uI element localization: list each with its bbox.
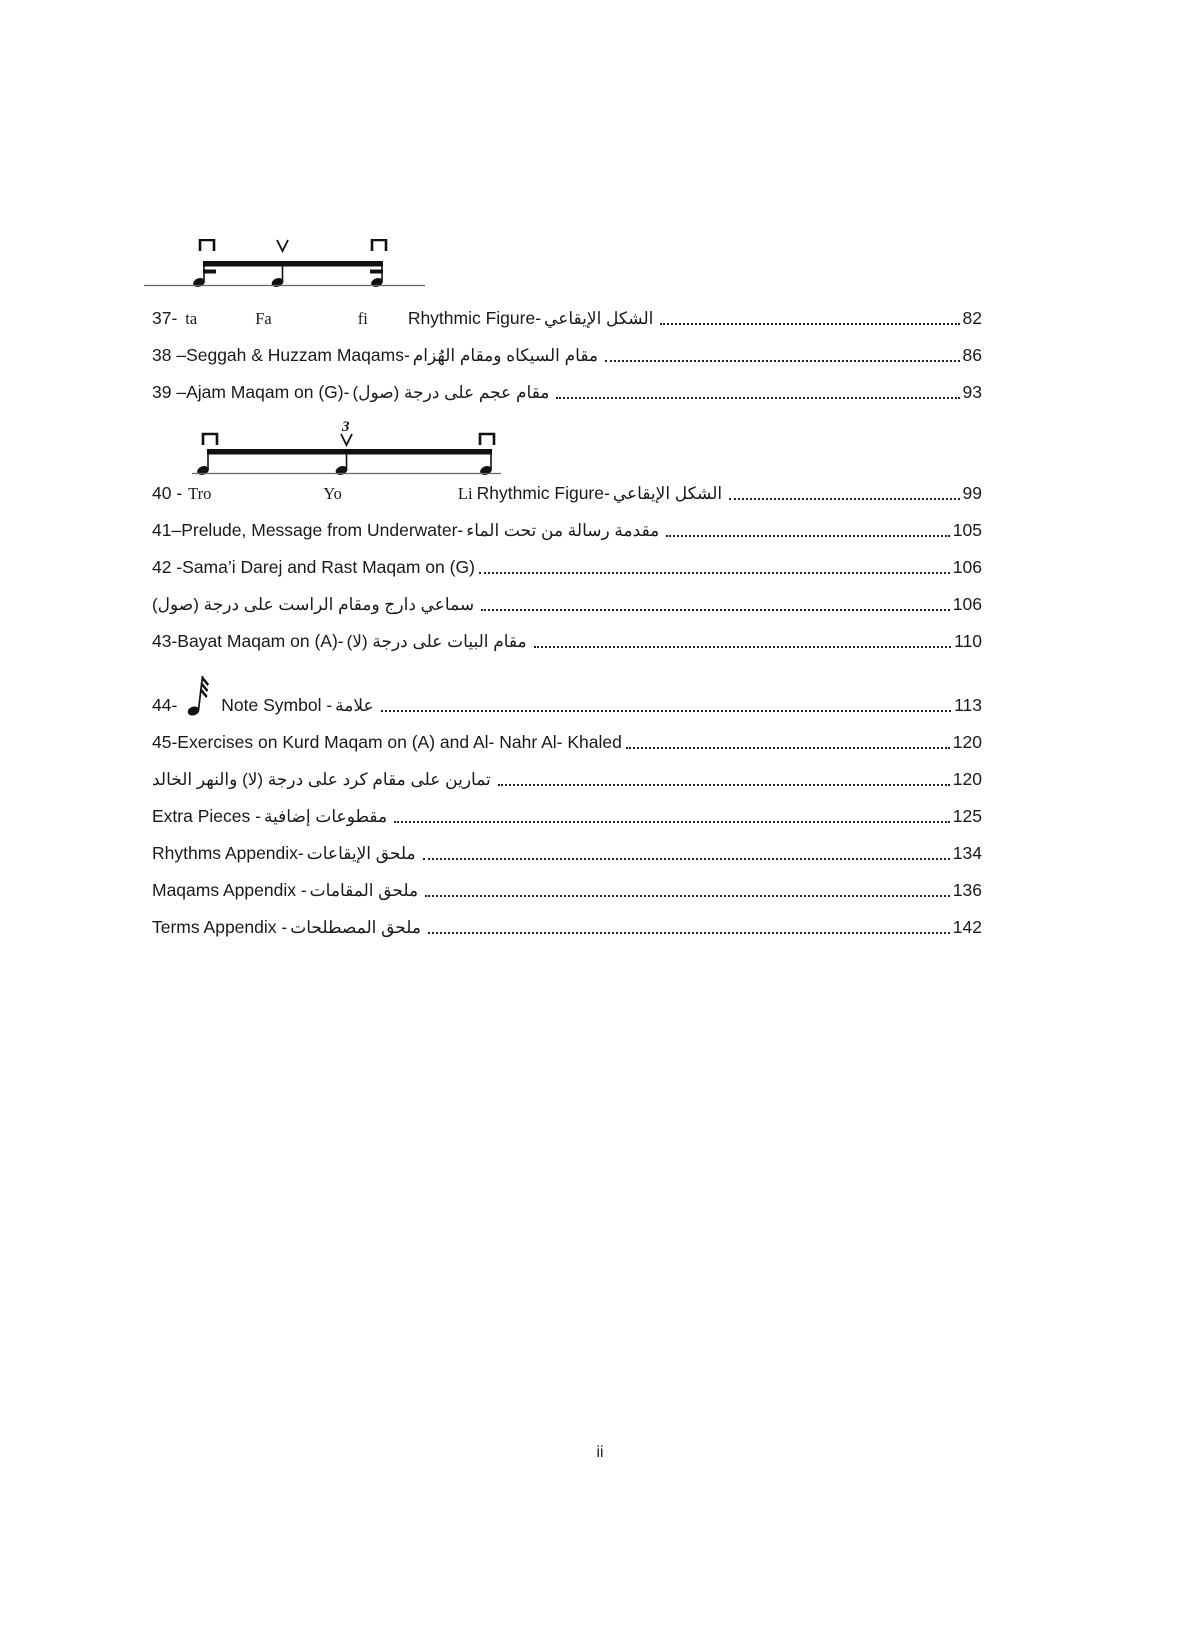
dot-leader <box>660 323 959 325</box>
dot-leader <box>666 535 950 537</box>
dot-leader <box>534 646 951 648</box>
toc-entry-extra-pieces <box>152 804 982 828</box>
entry-title-arabic: مقدمة رسالة من تحت الماء <box>466 521 660 540</box>
entry-title-arabic: مقام عجم على درجة (صول) <box>352 383 550 402</box>
dot-leader <box>605 360 960 362</box>
rhythmic-figure-2-notation <box>192 418 502 476</box>
dot-leader <box>394 821 950 823</box>
toc-entry-37 <box>152 306 982 330</box>
entry-page-number: 134 <box>952 843 982 863</box>
entry-title-arabic: تمارين على مقام كرد على درجة (لا) والنهر الخالد <box>152 770 491 789</box>
entry-title: Bayat Maqam on (A)- <box>177 631 344 651</box>
entry-page-number: 125 <box>952 806 982 826</box>
entry-page-number: 120 <box>952 732 982 752</box>
dot-leader <box>626 747 950 749</box>
entry-title: Ajam Maqam on (G)- <box>186 382 350 402</box>
toc-entry-43 <box>152 629 982 653</box>
entry-number: 37- <box>152 308 178 328</box>
entry-title-arabic: مقام السيكاه ومقام الهُزام <box>412 346 599 365</box>
entry-number: 39 – <box>152 382 187 402</box>
entry-number: 44- <box>152 695 178 715</box>
entry-title-arabic: مقطوعات إضافية <box>263 807 388 826</box>
entry-page-number: 93 <box>962 382 982 402</box>
syllable-label: Fa <box>255 309 272 328</box>
entry-page-number: 120 <box>952 769 982 789</box>
toc-entry-terms-appendix <box>152 915 982 939</box>
entry-number: 40 - <box>152 483 183 503</box>
entry-title: Prelude, Message from Underwater- <box>181 520 464 540</box>
entry-page-number: 82 <box>962 308 982 328</box>
entry-title-arabic: ملحق الإيقاعات <box>306 844 416 863</box>
toc-entry-38 <box>152 343 982 367</box>
entry-page-number: 142 <box>952 917 982 937</box>
toc-entry-41 <box>152 518 982 542</box>
entry-page-number: 136 <box>952 880 982 900</box>
syllable-label: Li <box>457 484 473 503</box>
entry-title-arabic: مقام البيات على درجة (لا) <box>346 632 527 651</box>
entry-title-arabic: ملحق المقامات <box>309 881 419 900</box>
dot-leader <box>729 498 959 500</box>
entry-title-arabic: ملحق المصطلحات <box>290 918 422 937</box>
entry-title: Rhythms Appendix- <box>152 843 304 863</box>
down-bow-icon <box>480 434 494 445</box>
down-bow-icon <box>200 240 214 251</box>
entry-title: Sama’i Darej and Rast Maqam on (G) <box>182 557 475 577</box>
entry-page-number: 105 <box>952 520 982 540</box>
entry-number: 43- <box>152 631 178 651</box>
entry-page-number: 106 <box>952 557 982 577</box>
syllable-label: fi <box>357 309 368 328</box>
entry-page-number: 99 <box>962 483 982 503</box>
dot-leader <box>498 784 950 786</box>
dot-leader <box>479 572 950 574</box>
dot-leader <box>428 932 950 934</box>
entry-number: 42 - <box>152 557 183 577</box>
partial-beam <box>370 270 383 274</box>
rhythmic-figure-1-notation <box>144 239 426 289</box>
toc-content <box>152 0 982 952</box>
entry-page-number: 113 <box>954 695 982 715</box>
down-bow-icon <box>203 434 217 445</box>
entry-page-number: 110 <box>954 631 982 651</box>
entry-page-number: 86 <box>962 345 982 365</box>
syllable-label: Yo <box>323 484 342 503</box>
tuplet-number: 3 <box>342 419 350 435</box>
dot-leader <box>481 609 950 611</box>
toc-entry-42 <box>152 555 982 579</box>
entry-title-arabic: سماعي دارج ومقام الراست على درجة (صول) <box>152 595 475 614</box>
down-bow-icon <box>372 240 386 251</box>
footer-page-number: ii <box>596 1444 604 1461</box>
thirty-second-note-icon <box>187 669 211 717</box>
toc-entry-45-arabic <box>152 767 982 791</box>
dot-leader <box>425 895 950 897</box>
entry-number: 45- <box>152 732 178 752</box>
toc-entry-42-arabic <box>152 592 982 616</box>
entry-title: Exercises on Kurd Maqam on (A) and Al- Nahr Al- Khaled <box>177 732 622 752</box>
toc-entry-39 <box>152 380 982 404</box>
beam <box>203 261 383 267</box>
syllable-label: ta <box>185 309 198 328</box>
up-bow-icon <box>277 240 288 251</box>
toc-entry-44 <box>152 693 982 717</box>
rhythmic-figure-2 <box>192 418 982 481</box>
entry-page-number: 106 <box>952 594 982 614</box>
rhythmic-figure-1 <box>144 239 982 294</box>
entry-title: Maqams Appendix - <box>152 880 307 900</box>
partial-beam <box>203 270 216 274</box>
entry-title: Terms Appendix - <box>152 917 288 937</box>
toc-entry-45 <box>152 730 982 754</box>
dot-leader <box>381 710 951 712</box>
dot-leader <box>423 858 950 860</box>
dot-leader <box>556 397 959 399</box>
entry-title: Seggah & Huzzam Maqams- <box>186 345 410 365</box>
toc-entry-maqams-appendix <box>152 878 982 902</box>
entry-title: Extra Pieces - <box>152 806 261 826</box>
entry-title-arabic: الشكل الإيقاعي <box>544 309 654 328</box>
toc-entry-rhythms-appendix <box>152 841 982 865</box>
up-bow-icon <box>341 434 352 445</box>
entry-title-arabic: الشكل الإيقاعي <box>612 484 723 503</box>
syllable-label: Tro <box>188 484 212 503</box>
entry-title: Rhythmic Figure- <box>476 483 610 503</box>
entry-number: 38 – <box>152 345 187 365</box>
entry-title: Rhythmic Figure- <box>407 308 542 328</box>
beam <box>207 449 492 455</box>
entry-title-arabic: علامة <box>335 696 374 715</box>
entry-number: 41– <box>152 520 182 540</box>
entry-title: Note Symbol - <box>221 695 333 715</box>
toc-entry-40 <box>152 481 982 505</box>
